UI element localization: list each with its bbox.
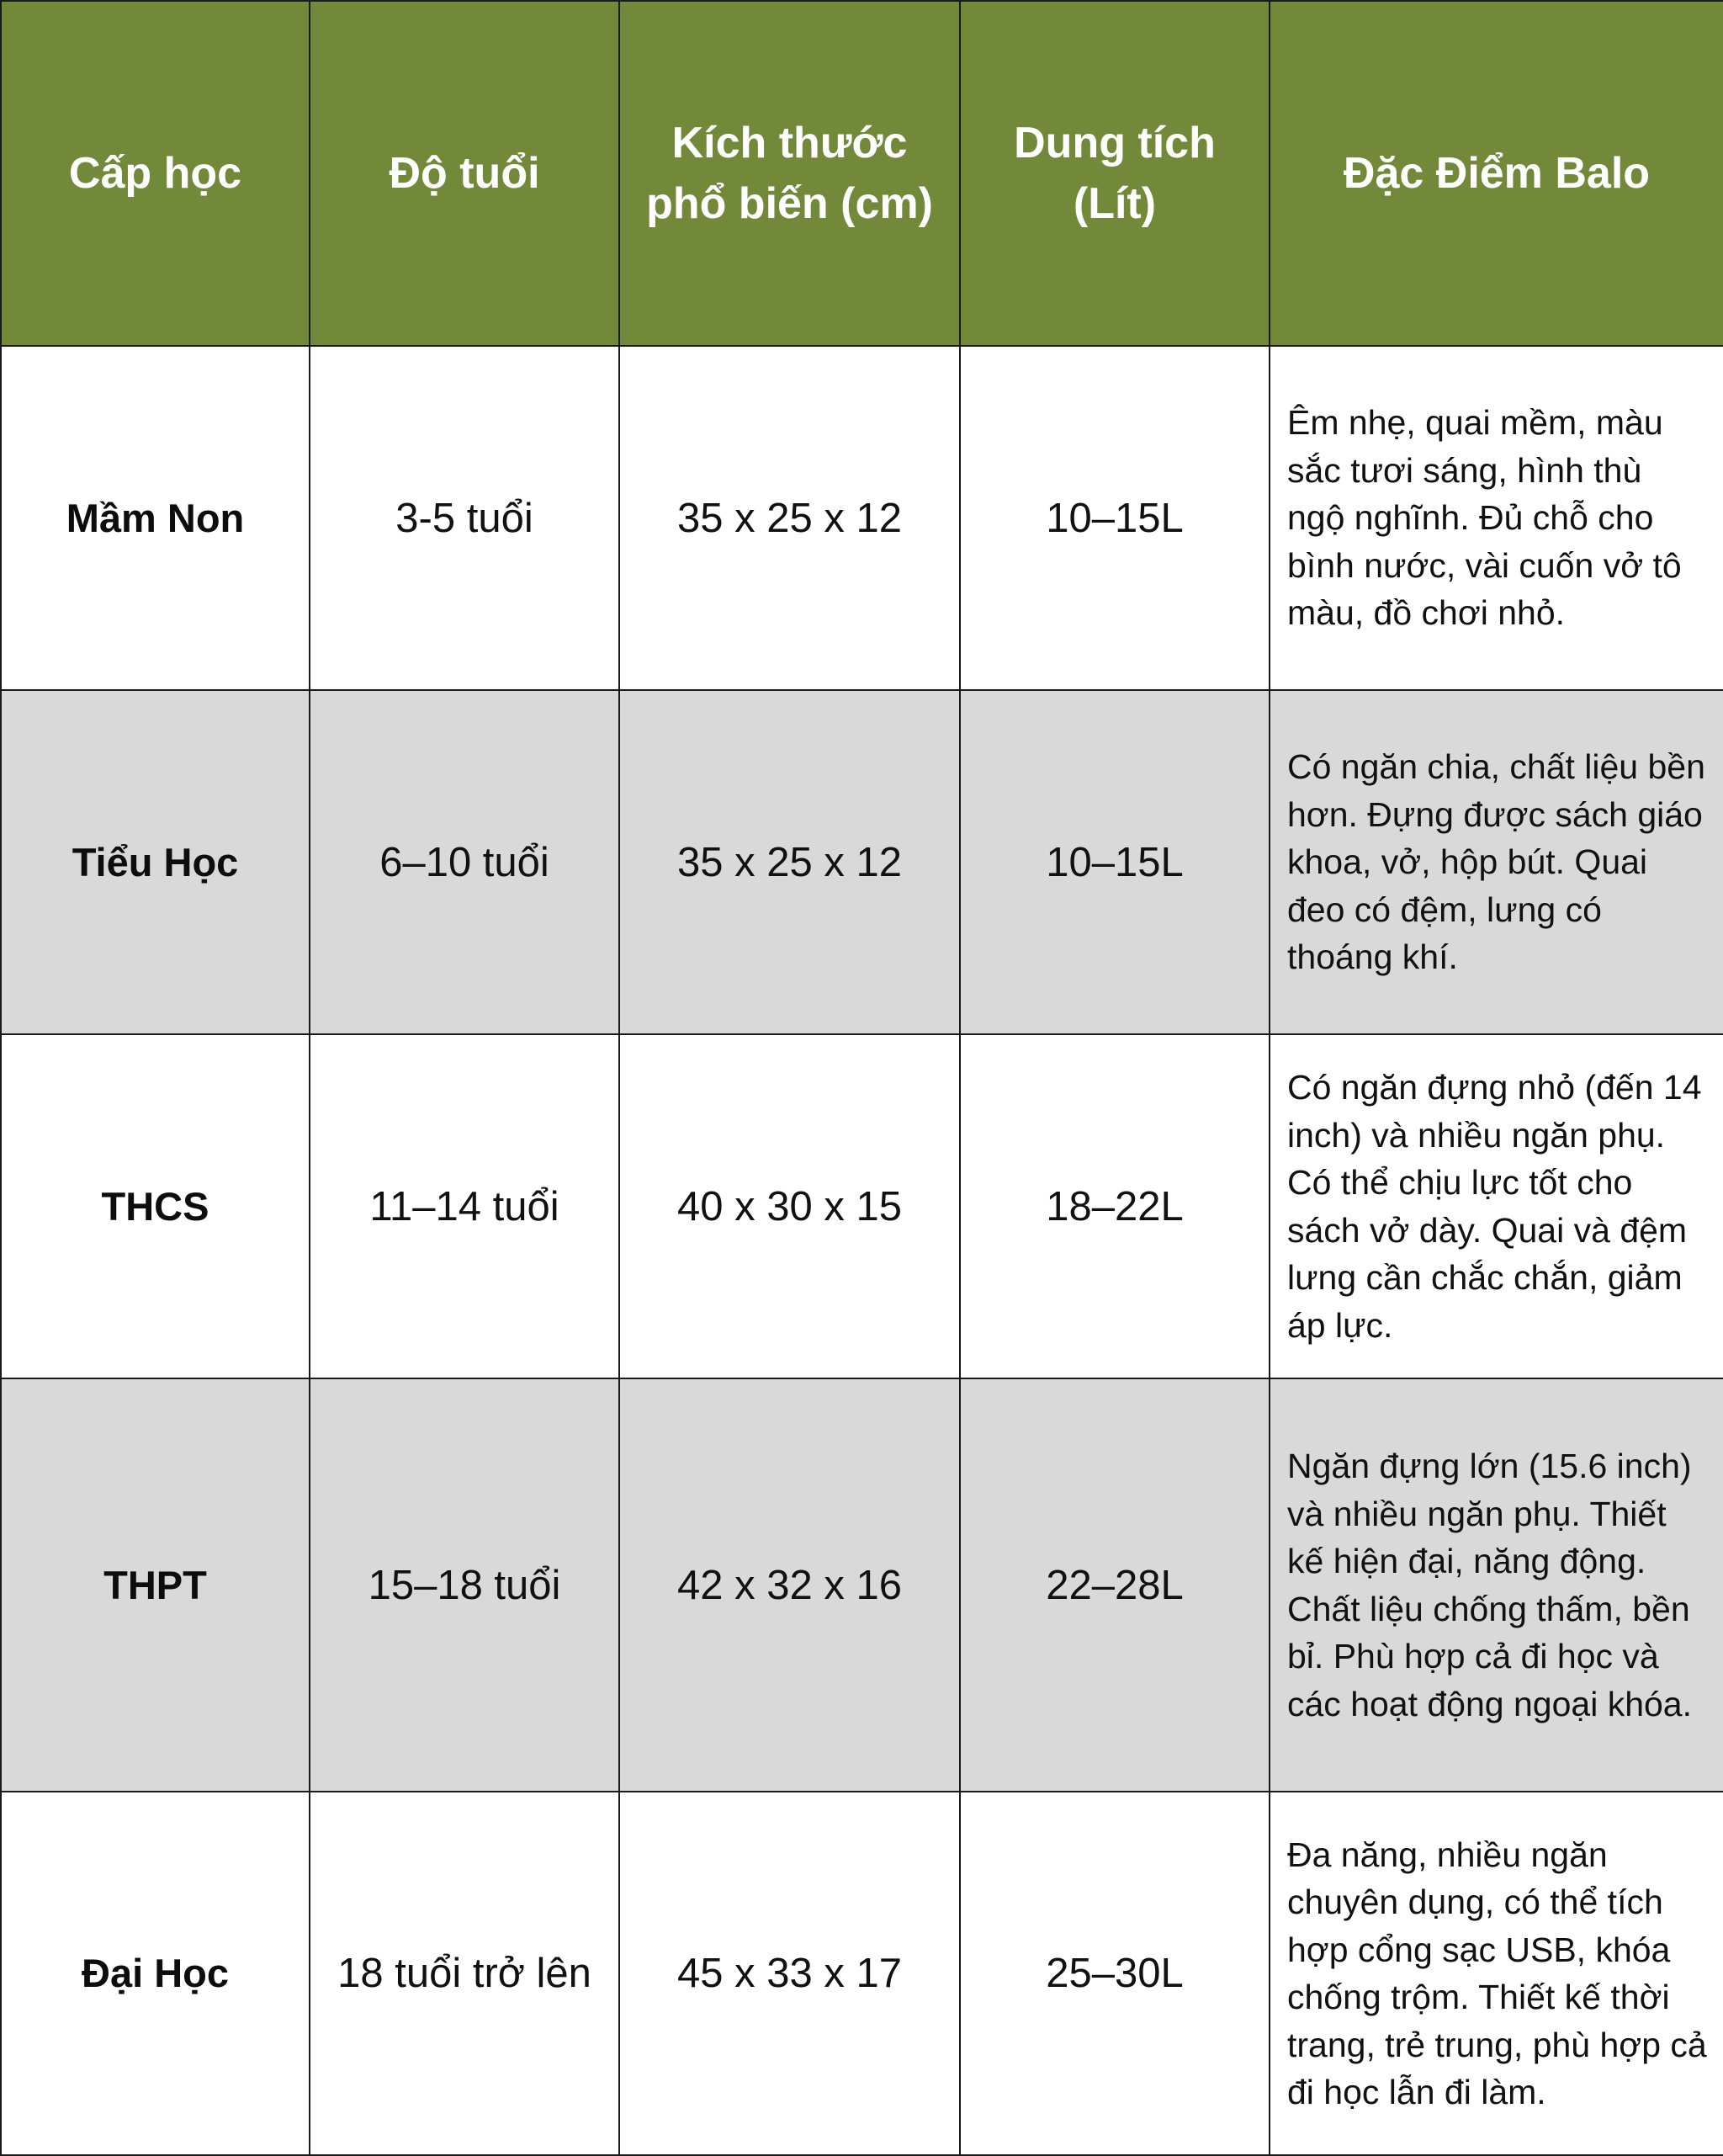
cell-age: 6–10 tuổi <box>310 690 619 1034</box>
cell-features: Ngăn đựng lớn (15.6 inch) và nhiều ngăn phụ. Thiết kế hiện đại, năng động. Chất liệu chống thấm, bền bỉ. Phù hợp cả đi học và các hoạt động ngoại khóa. <box>1270 1378 1723 1792</box>
cell-capacity: 25–30L <box>960 1792 1270 2155</box>
cell-age: 18 tuổi trở lên <box>310 1792 619 2155</box>
table-row <box>1 1034 1723 1378</box>
cell-age: 3-5 tuổi <box>310 346 619 690</box>
table-row <box>1 1378 1723 1792</box>
cell-size: 35 x 25 x 12 <box>619 346 960 690</box>
header-level: Cấp học <box>1 1 310 346</box>
cell-size: 42 x 32 x 16 <box>619 1378 960 1792</box>
cell-level: THPT <box>1 1378 310 1792</box>
header-size: Kích thước phổ biến (cm) <box>619 1 960 346</box>
cell-features: Có ngăn đựng nhỏ (đến 14 inch) và nhiều ngăn phụ. Có thể chịu lực tốt cho sách vở dày. Quai và đệm lưng cần chắc chắn, giảm áp lực. <box>1270 1034 1723 1378</box>
cell-features: Đa năng, nhiều ngăn chuyên dụng, có thể tích hợp cổng sạc USB, khóa chống trộm. Thiết kế thời trang, trẻ trung, phù hợp cả đi học lẫn đi làm. <box>1270 1792 1723 2155</box>
table-header <box>1 1 1723 346</box>
table-row <box>1 690 1723 1034</box>
cell-capacity: 10–15L <box>960 346 1270 690</box>
cell-level: Đại Học <box>1 1792 310 2155</box>
cell-features: Êm nhẹ, quai mềm, màu sắc tươi sáng, hình thù ngộ nghĩnh. Đủ chỗ cho bình nước, vài cuốn vở tô màu, đồ chơi nhỏ. <box>1270 346 1723 690</box>
cell-size: 40 x 30 x 15 <box>619 1034 960 1378</box>
cell-age: 15–18 tuổi <box>310 1378 619 1792</box>
header-capacity: Dung tích (Lít) <box>960 1 1270 346</box>
cell-level: THCS <box>1 1034 310 1378</box>
cell-features: Có ngăn chia, chất liệu bền hơn. Đựng được sách giáo khoa, vở, hộp bút. Quai đeo có đệm, lưng có thoáng khí. <box>1270 690 1723 1034</box>
cell-capacity: 10–15L <box>960 690 1270 1034</box>
cell-level: Mầm Non <box>1 346 310 690</box>
cell-level: Tiểu Học <box>1 690 310 1034</box>
table-row <box>1 1792 1723 2155</box>
cell-size: 45 x 33 x 17 <box>619 1792 960 2155</box>
table-body <box>1 346 1723 2155</box>
table-row <box>1 346 1723 690</box>
cell-age: 11–14 tuổi <box>310 1034 619 1378</box>
header-features: Đặc Điểm Balo <box>1270 1 1723 346</box>
header-age: Độ tuổi <box>310 1 619 346</box>
cell-capacity: 18–22L <box>960 1034 1270 1378</box>
cell-size: 35 x 25 x 12 <box>619 690 960 1034</box>
cell-capacity: 22–28L <box>960 1378 1270 1792</box>
header-row <box>1 1 1723 346</box>
